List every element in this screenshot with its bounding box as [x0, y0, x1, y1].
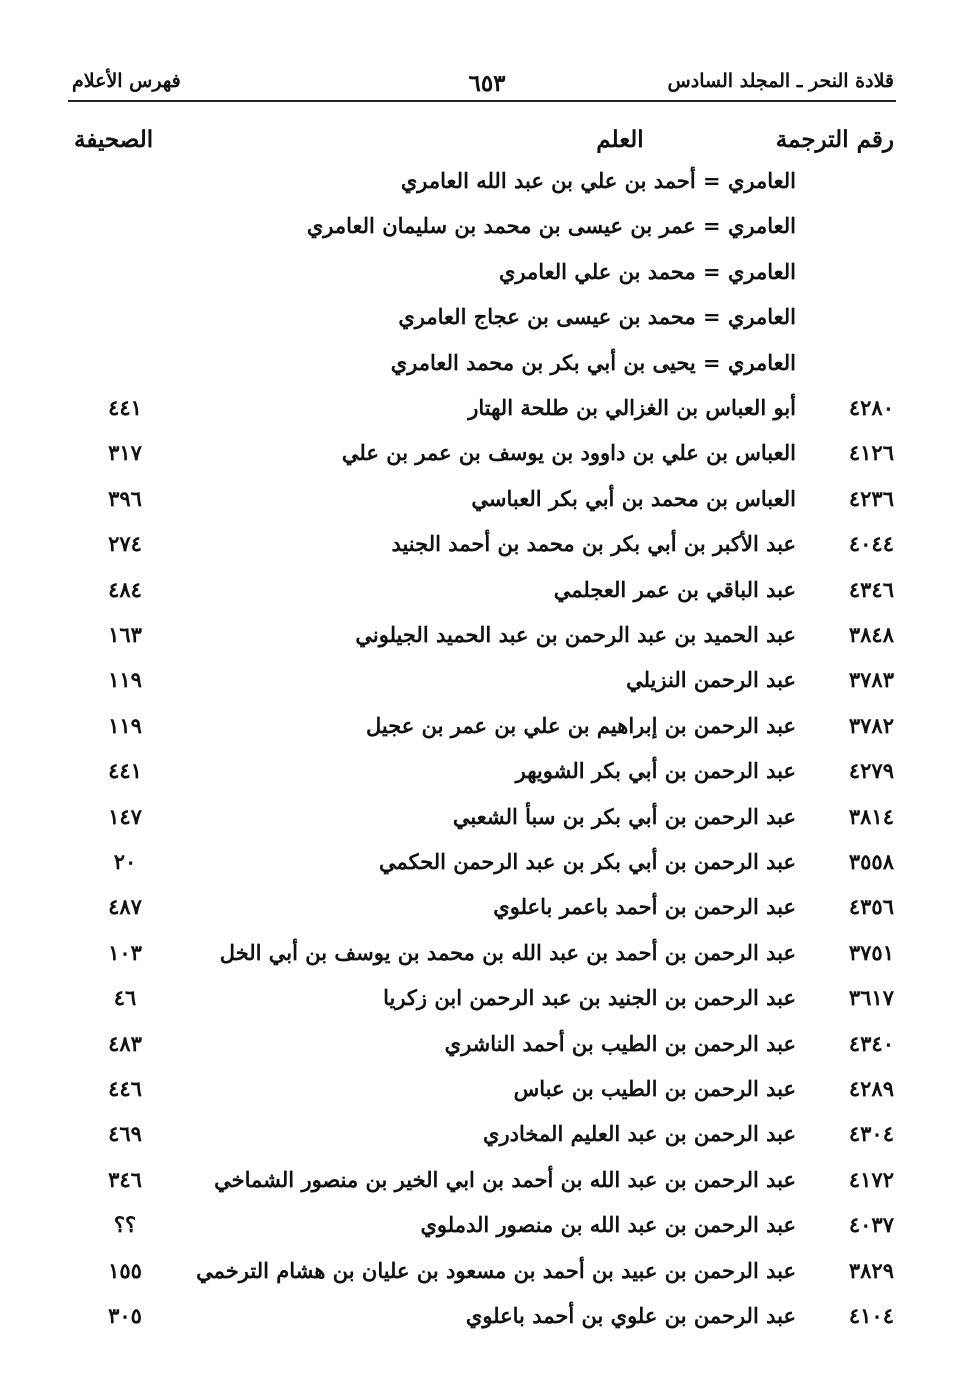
- person-name: العباس بن محمد بن أبي بكر العباسي: [471, 485, 796, 511]
- header-rule: [68, 100, 896, 102]
- translation-number: ٣٧٨٣: [848, 667, 894, 693]
- person-name: عبد الرحمن بن علوي بن أحمد باعلوي: [465, 1303, 796, 1328]
- person-name: عبد الرحمن بن الطيب بن عباس: [513, 1076, 796, 1101]
- index-row: [0, 804, 956, 850]
- index-row: [0, 1303, 956, 1349]
- person-name: العامري = يحيى بن أبي بكر بن محمد العامري: [390, 349, 796, 375]
- translation-number: ٣٧٨٢: [848, 712, 894, 738]
- index-row: [0, 395, 956, 441]
- translation-number: ٤٠٣٧: [848, 1212, 894, 1238]
- page-reference: ٣٠٥: [108, 1303, 142, 1328]
- index-row: [0, 486, 956, 532]
- index-row: [0, 940, 956, 986]
- page-reference: ٢٠: [113, 849, 137, 874]
- person-name: عبد الرحمن بن عبد العليم المخادري: [483, 1121, 796, 1147]
- page-reference: ٣١٧: [108, 440, 142, 466]
- translation-number: ٤٢٧٩: [848, 758, 894, 784]
- translation-number: ٤١٢٦: [848, 440, 894, 466]
- person-name: عبد الرحمن بن أحمد باعمر باعلوي: [493, 894, 796, 920]
- page-reference: ١٥٥: [108, 1257, 142, 1283]
- translation-number: ٤٠٤٤: [848, 531, 894, 557]
- index-row: [0, 168, 956, 214]
- person-name: العامري = عمر بن عيسى بن محمد بن سليمان العامري: [306, 213, 796, 239]
- translation-number: ٣٦١٧: [848, 985, 894, 1011]
- page-reference: ١٤٧: [108, 803, 142, 829]
- person-name: عبد الحميد بن عبد الرحمن بن عبد الحميد الجيلوني: [355, 622, 796, 647]
- translation-number: ٣٧٥١: [848, 939, 894, 965]
- person-name: العامري = أحمد بن علي بن عبد الله العامري: [400, 168, 796, 193]
- index-row: [0, 350, 956, 396]
- index-row: [0, 713, 956, 759]
- page-reference: ٣٩٦: [108, 485, 142, 511]
- translation-number: ٤٢٨٠: [848, 395, 894, 420]
- column-header-number: رقم الترجمة: [775, 126, 894, 153]
- translation-number: ٤٣٥٦: [848, 894, 894, 920]
- translation-number: ٤٣٤٠: [848, 1030, 894, 1056]
- person-name: عبد الرحمن بن أحمد بن عبد الله بن محمد بن يوسف بن أبي الخل: [219, 939, 796, 965]
- running-header-section-title: فهرس الأعلام: [72, 70, 181, 92]
- person-name: عبد الرحمن بن عبيد بن أحمد بن مسعود بن عليان بن هشام الترخمي: [196, 1257, 796, 1283]
- translation-number: ٤٢٨٩: [848, 1076, 894, 1101]
- page-reference: ١٠٣: [108, 939, 142, 965]
- translation-number: ٣٨١٤: [848, 803, 894, 829]
- index-row: [0, 304, 956, 350]
- page-reference: ٤٨٣: [108, 1030, 142, 1056]
- translation-number: ٤٣٠٤: [848, 1121, 894, 1147]
- index-row: [0, 440, 956, 486]
- person-name: عبد الرحمن بن أبي بكر بن سبأ الشعبي: [452, 803, 796, 829]
- page-number: ٦٥٣: [468, 70, 506, 97]
- index-row: [0, 1258, 956, 1304]
- page-reference: ٣٤٦: [108, 1166, 142, 1192]
- index-row: [0, 213, 956, 259]
- translation-number: ٤١٧٢: [848, 1166, 894, 1192]
- running-header-book-title: قلادة النحر ـ المجلد السادس: [667, 70, 894, 92]
- index-row: [0, 622, 956, 668]
- index-row: [0, 1212, 956, 1258]
- page-reference: ٤٦٩: [108, 1121, 142, 1147]
- person-name: عبد الرحمن النزيلي: [626, 667, 796, 693]
- page-reference: ٤٨٤: [108, 576, 142, 602]
- person-name: العامري = محمد بن عيسى بن عجاج العامري: [398, 304, 796, 330]
- translation-number: ٣٥٥٨: [848, 849, 894, 874]
- index-row: [0, 531, 956, 577]
- person-name: عبد الرحمن بن أبي بكر الشويهر: [515, 758, 796, 784]
- column-header-page: الصحيفة: [74, 126, 154, 153]
- page-reference: ٤٦: [113, 985, 137, 1011]
- index-row: [0, 1031, 956, 1077]
- page-reference: ٤٤١: [108, 758, 142, 784]
- person-name: العامري = محمد بن علي العامري: [498, 258, 796, 284]
- page-reference: ٤٨٧: [108, 894, 142, 920]
- index-row: [0, 667, 956, 713]
- person-name: عبد الرحمن بن إبراهيم بن علي بن عمر بن عجيل: [366, 712, 796, 738]
- person-name: عبد الرحمن بن أبي بكر بن عبد الرحمن الحكمي: [378, 849, 796, 874]
- translation-number: ٤١٠٤: [848, 1303, 894, 1328]
- page-reference: ١١٩: [108, 712, 142, 738]
- index-row: [0, 894, 956, 940]
- person-name: عبد الرحمن بن عبد الله بن أحمد بن ابي الخير بن منصور الشماخي: [214, 1166, 796, 1192]
- person-name: أبو العباس بن الغزالي بن طلحة الهتار: [468, 395, 796, 420]
- translation-number: ٤٣٤٦: [848, 576, 894, 602]
- page-reference: ١٦٣: [108, 622, 142, 647]
- translation-number: ٣٨٢٩: [848, 1257, 894, 1283]
- index-row: [0, 849, 956, 895]
- person-name: عبد الرحمن بن الجنيد بن عبد الرحمن ابن زكريا: [383, 985, 796, 1011]
- person-name: العباس بن علي بن داوود بن يوسف بن عمر بن علي: [341, 440, 796, 466]
- page-reference: ؟؟: [113, 1212, 137, 1238]
- person-name: عبد الرحمن بن عبد الله بن منصور الدملوي: [420, 1212, 796, 1238]
- column-header-name: العلم: [596, 126, 644, 153]
- index-row: [0, 577, 956, 623]
- index-row: [0, 758, 956, 804]
- index-row: [0, 985, 956, 1031]
- page-reference: ٤٤١: [108, 395, 142, 420]
- index-row: [0, 259, 956, 305]
- page-reference: ٤٤٦: [108, 1076, 142, 1101]
- page-reference: ١١٩: [108, 667, 142, 693]
- person-name: عبد الأكبر بن أبي بكر بن محمد بن أحمد الجنيد: [391, 531, 796, 557]
- index-row: [0, 1076, 956, 1122]
- person-name: عبد الباقي بن عمر العجلمي: [553, 576, 796, 602]
- index-row: [0, 1167, 956, 1213]
- person-name: عبد الرحمن بن الطيب بن أحمد الناشري: [444, 1030, 796, 1056]
- index-row: [0, 1121, 956, 1167]
- translation-number: ٤٢٣٦: [848, 485, 894, 511]
- page-reference: ٢٧٤: [108, 531, 142, 557]
- translation-number: ٣٨٤٨: [848, 622, 894, 647]
